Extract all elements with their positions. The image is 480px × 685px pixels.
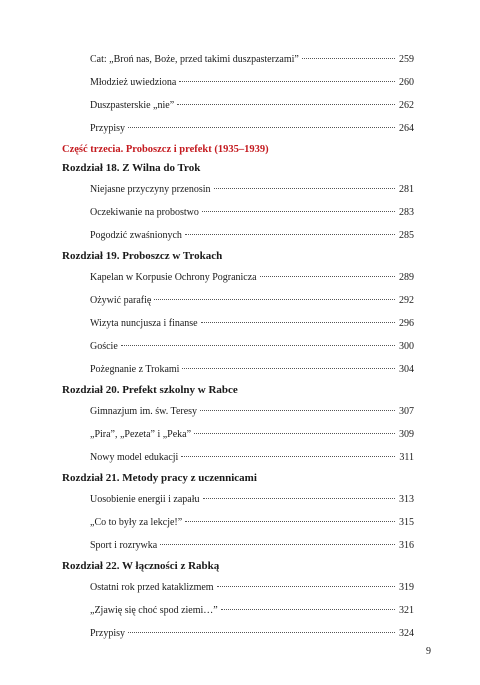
toc-entry-title: Ostatni rok przed kataklizmem: [90, 582, 214, 593]
toc-entry-page: 313: [399, 494, 414, 505]
toc-entry-page: 307: [399, 406, 414, 417]
toc-entry-title: Kapelan w Korpusie Ochrony Pogranicza: [90, 272, 257, 283]
toc-entry-page: 324: [399, 628, 414, 639]
toc-entry: [62, 534, 414, 557]
toc-entry-title: Cat: „Broń nas, Boże, przed takimi duszpasterzami”: [90, 54, 299, 65]
toc-entry-title: Oczekiwanie na probostwo: [90, 207, 199, 218]
dot-leader: [260, 276, 395, 277]
chapter-heading: Rozdział 18. Z Wilna do Trok: [62, 162, 201, 174]
toc-entry: [62, 335, 414, 358]
toc-entry-title: Przypisy: [90, 628, 125, 639]
dot-leader: [200, 410, 395, 411]
toc-entry-page: 264: [399, 123, 414, 134]
toc-entry-title: „Zjawię się choć spod ziemi…”: [90, 605, 218, 616]
dot-leader: [182, 368, 395, 369]
toc-entry: [62, 178, 414, 201]
toc-entry-title: Młodzież uwiedziona: [90, 77, 177, 88]
toc-entry-page: 300: [399, 341, 414, 352]
chapter-heading: Rozdział 20. Prefekt szkolny w Rabce: [62, 384, 238, 396]
chapter-heading: Rozdział 21. Metody pracy z uczennicami: [62, 472, 257, 484]
dot-leader: [128, 127, 395, 128]
toc-entry: [62, 423, 414, 446]
toc-entry: [62, 599, 414, 622]
toc-entry-title: Niejasne przyczyny przenosin: [90, 184, 211, 195]
toc-entry: [62, 622, 414, 645]
dot-leader: [221, 609, 395, 610]
toc-entry-page: 321: [399, 605, 414, 616]
toc-entry-title: Wizyta nuncjusza i finanse: [90, 318, 198, 329]
toc-entry-title: Pogodzić zwaśnionych: [90, 230, 182, 241]
toc-entry-page: 260: [399, 77, 414, 88]
dot-leader: [217, 586, 395, 587]
toc-entry: [62, 71, 414, 94]
toc-entry: [62, 446, 414, 469]
dot-leader: [160, 544, 395, 545]
toc-entry: [62, 312, 414, 335]
toc-entry: [62, 201, 414, 224]
toc-entry-page: 262: [399, 100, 414, 111]
dot-leader: [185, 521, 395, 522]
toc-entry-page: 281: [399, 184, 414, 195]
toc-entry-page: 316: [399, 540, 414, 551]
dot-leader: [194, 433, 395, 434]
toc-entry-page: 304: [399, 364, 414, 375]
toc-entry-title: Nowy model edukacji: [90, 452, 179, 463]
toc-entry: [62, 511, 414, 534]
toc-entry: [62, 94, 414, 117]
toc-entry-title: Pożegnanie z Trokami: [90, 364, 180, 375]
toc-entry: [62, 289, 414, 312]
toc-entry: [62, 48, 414, 71]
dot-leader: [302, 58, 395, 59]
toc-entry-page: 315: [399, 517, 414, 528]
dot-leader: [201, 322, 395, 323]
toc-entry-page: 285: [399, 230, 414, 241]
chapter-heading: Rozdział 22. W łączności z Rabką: [62, 560, 220, 572]
dot-leader: [185, 234, 395, 235]
dot-leader: [203, 498, 395, 499]
toc-entry-page: 292: [399, 295, 414, 306]
toc-entry: [62, 488, 414, 511]
toc-entry-title: Przypisy: [90, 123, 125, 134]
toc-entry-title: Uosobienie energii i zapału: [90, 494, 200, 505]
toc-entry-page: 311: [399, 452, 414, 463]
toc-entry-page: 309: [399, 429, 414, 440]
toc-entry-title: Ożywić parafię: [90, 295, 152, 306]
toc-entry: [62, 358, 414, 381]
toc-entry: [62, 224, 414, 247]
toc-entry-title: Goście: [90, 341, 118, 352]
toc-entry-page: 259: [399, 54, 414, 65]
dot-leader: [214, 188, 395, 189]
toc-entry-title: Sport i rozrywka: [90, 540, 158, 551]
toc-entry-page: 283: [399, 207, 414, 218]
toc-entry: [62, 576, 414, 599]
toc-entry-page: 296: [399, 318, 414, 329]
toc-entry-page: 289: [399, 272, 414, 283]
toc-entry: [62, 117, 414, 140]
part-heading: Część trzecia. Proboszcz i prefekt (1935–1939): [62, 144, 269, 155]
table-of-contents: [62, 48, 414, 645]
page-number: 9: [426, 646, 431, 657]
dot-leader: [202, 211, 395, 212]
dot-leader: [181, 456, 395, 457]
toc-entry: [62, 266, 414, 289]
toc-entry-title: „Pira”, „Pezeta” i „Peka”: [90, 429, 192, 440]
dot-leader: [177, 104, 395, 105]
toc-entry-title: Duszpasterskie „nie”: [90, 100, 175, 111]
dot-leader: [154, 299, 395, 300]
toc-entry-page: 319: [399, 582, 414, 593]
dot-leader: [128, 632, 395, 633]
toc-entry: [62, 400, 414, 423]
dot-leader: [121, 345, 395, 346]
chapter-heading: Rozdział 19. Proboszcz w Trokach: [62, 250, 223, 262]
dot-leader: [179, 81, 395, 82]
toc-entry-title: Gimnazjum im. św. Teresy: [90, 406, 198, 417]
toc-entry-title: „Co to były za lekcje!”: [90, 517, 183, 528]
